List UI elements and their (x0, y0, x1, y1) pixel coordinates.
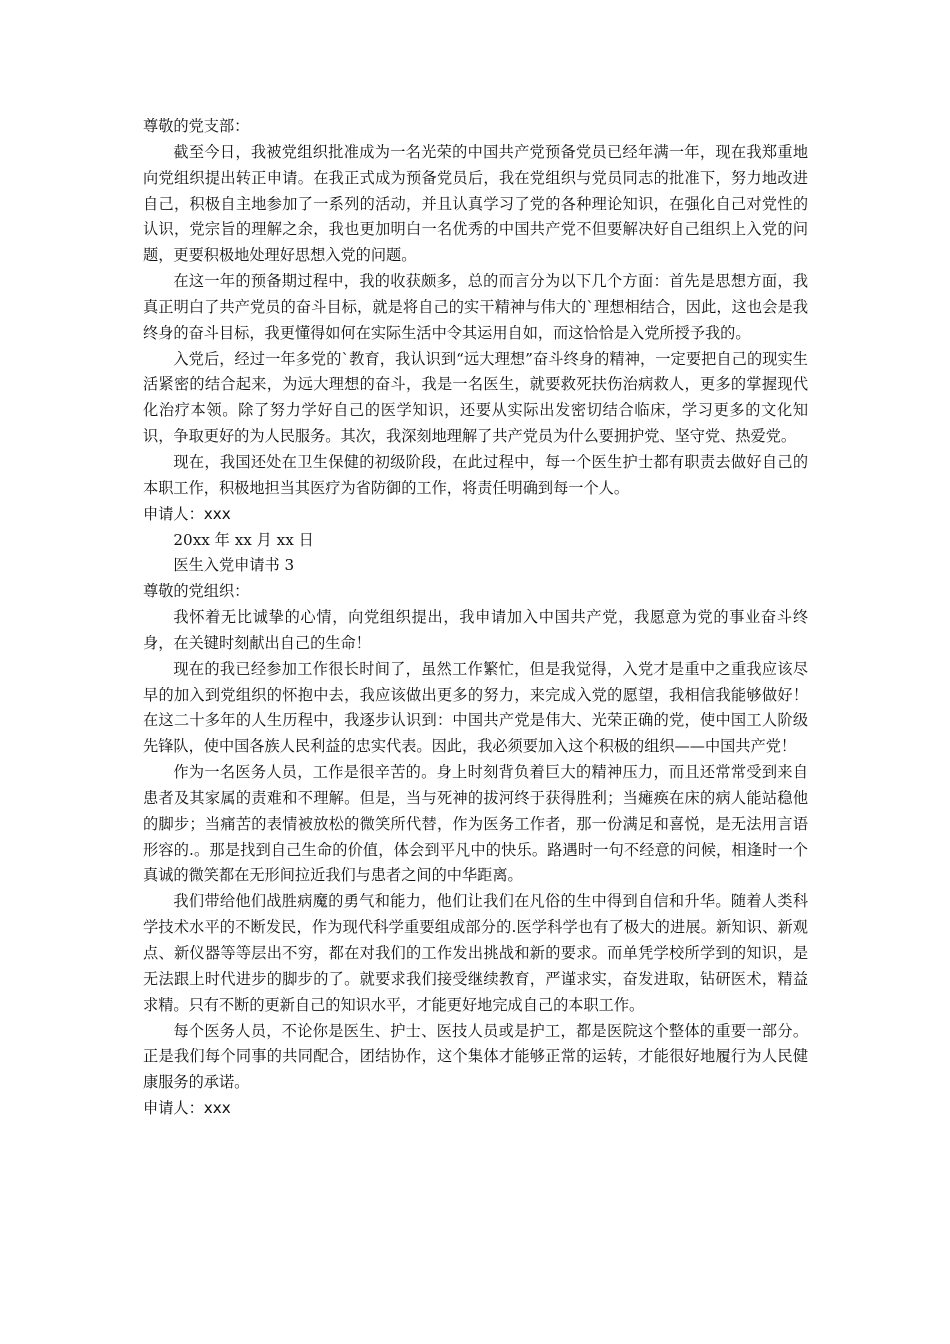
letter1-paragraph-3: 入党后，经过一年多党的`教育，我认识到“远大理想”奋斗终身的精神，一定要把自己的现实生活紧密的结合起来，为远大理想的奋斗，我是一名医生，就要救死扶伤治病救人，更多的掌握现代化治疗本领。除了努力学好自己的医学知识，还要从实际出发密切结合临床，学习更多的文化知识，争取更好的为人民服务。其次，我深刻地理解了共产党员为什么要拥护党、坚守党、热爱党。 (143, 349, 808, 446)
letter2-salutation: 尊敬的党组织： (143, 582, 250, 601)
letter2-applicant-name: xxx (203, 1099, 231, 1118)
letter2-paragraph-1: 我怀着无比诚挚的心情，向党组织提出，我申请加入中国共产党，我愿意为党的事业奋斗终身，在关键时刻献出自己的生命！ (143, 608, 808, 652)
letter1-applicant-label: 申请人： (143, 504, 204, 523)
document-page (143, 114, 808, 1122)
letter2-paragraph-4: 我们带给他们战胜病魔的勇气和能力，他们让我们在凡俗的生中得到自信和升华。随着人类科学技术水平的不断发民，作为现代科学重要组成部分的.医学科学也有了极大的进展。新知识、新观点、新仪器等等层出不穷，都在对我们的工作发出挑战和新的要求。而单凭学校所学到的知识，是无法跟上时代进步的脚步的了。就要求我们接受继续教育，严谨求实，奋发进取，钻研医术，精益求精。只有不断的更新自己的知识水平，才能更好地完成自己的本职工作。 (143, 892, 808, 1014)
letter1-date: 20xx 年 xx 月 xx 日 (173, 530, 314, 549)
letter2-title: 医生入党申请书 3 (173, 556, 295, 575)
letter1-salutation: 尊敬的党支部： (143, 117, 250, 135)
letter2-applicant-label: 申请人： (143, 1099, 204, 1118)
letter2-paragraph-2: 现在的我已经参加工作很长时间了，虽然工作繁忙，但是我觉得，入党才是重中之重我应该尽早的加入到党组织的怀抱中去，我应该做出更多的努力，来完成入党的愿望，我相信我能够做好！在这二十多年的人生历程中，我逐步认识到：中国共产党是伟大、光荣正确的党，使中国工人阶级先锋队，使中国各族人民利益的忠实代表。因此，我必须要加入这个积极的组织——中国共产党！ (143, 659, 808, 756)
letter2-paragraph-3: 作为一名医务人员，工作是很辛苦的。身上时刻背负着巨大的精神压力，而且还常常受到来自患者及其家属的责难和不理解。但是，当与死神的拔河终于获得胜利；当瘫痪在床的病人能站稳他的脚步；当痛苦的表情被放松的微笑所代替，作为医务工作者，那一份满足和喜悦，是无法用言语形容的.。那是找到自己生命的价值，体会到平凡中的快乐。路遇时一句不经意的问候，相逢时一个真诚的微笑都在无形间拉近我们与患者之间的中华距离。 (143, 763, 808, 885)
letter1-applicant-line (143, 502, 808, 528)
letter2-paragraph-5: 每个医务人员，不论你是医生、护士、医技人员或是护工，都是医院这个整体的重要一部分。正是我们每个同事的共同配合，团结协作，这个集体才能够正常的运转，才能很好地履行为人民健康服务的承诺。 (143, 1021, 808, 1092)
letter1-paragraph-1: 截至今日，我被党组织批准成为一名光荣的中国共产党预备党员已经年满一年，现在我郑重地向党组织提出转正申请。在我正式成为预备党员后，我在党组织与党员同志的批准下，努力地改进自己，积极自主地参加了一系列的活动，并且认真学习了党的各种理论知识，在强化自己对党性的认识，党宗旨的理解之余，我也更加明白一名优秀的中国共产党不但要解决好自己组织上入党的问题，更要积极地处理好思想入党的问题。 (143, 142, 808, 265)
letter1-paragraph-4: 现在，我国还处在卫生保健的初级阶段，在此过程中，每一个医生护士都有职责去做好自己的本职工作，积极地担当其医疗为省防御的工作，将责任明确到每一个人。 (143, 452, 808, 497)
letter2-applicant-line (143, 1096, 808, 1122)
letter1-paragraph-2: 在这一年的预备期过程中，我的收获颇多，总的而言分为以下几个方面：首先是思想方面，我真正明白了共产党员的奋斗目标，就是将自己的实干精神与伟大的`理想相结合，因此，这也会是我终身的奋斗目标，我更懂得如何在实际生活中令其运用自如，而这恰恰是入党所授予我的。 (143, 272, 808, 342)
letter1-applicant-name: xxx (203, 504, 231, 523)
